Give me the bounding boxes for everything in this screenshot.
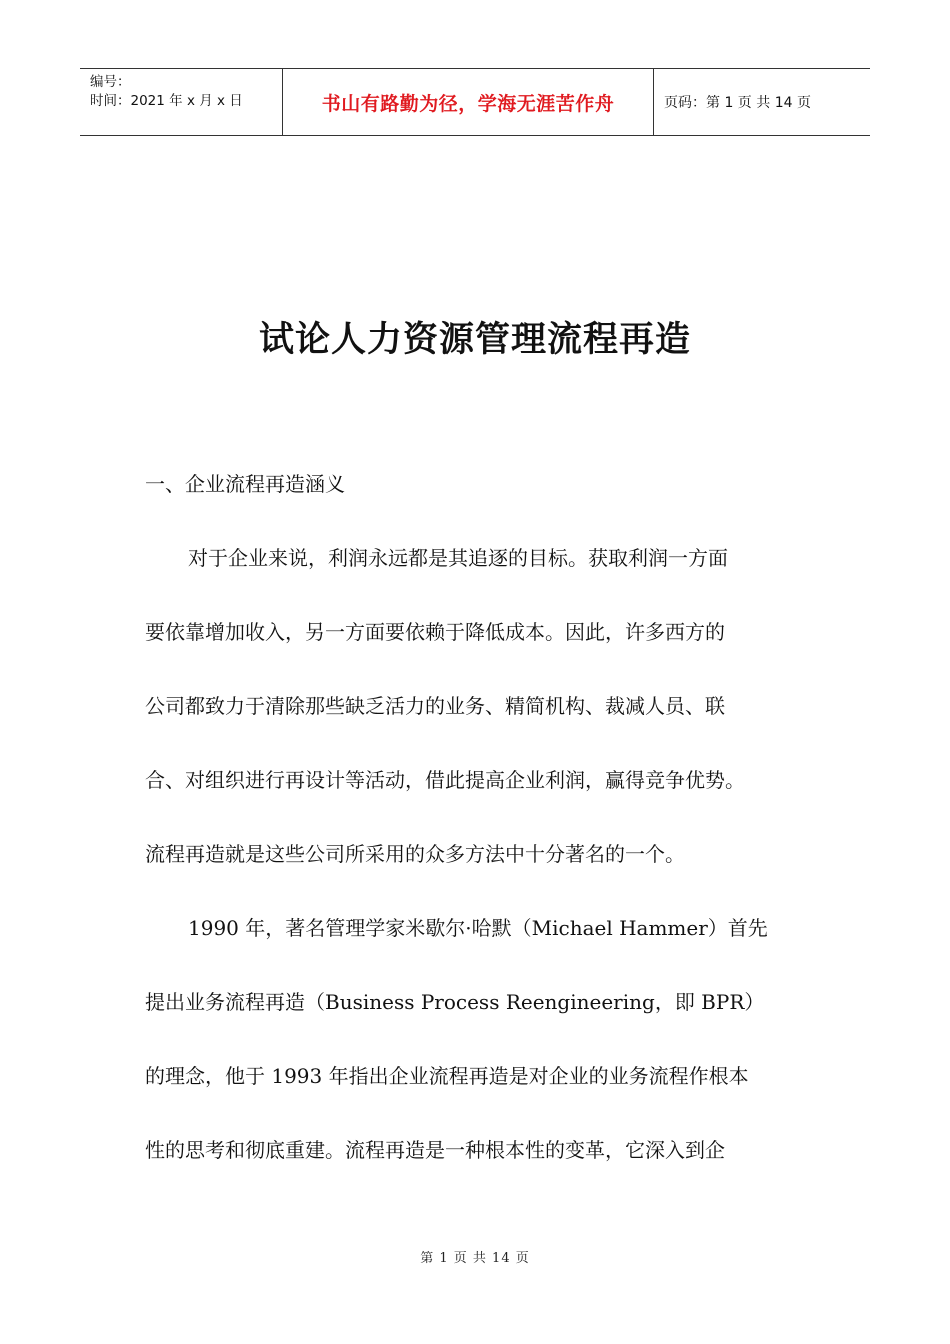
paragraph-line: 对于企业来说，利润永远都是其追逐的目标。获取利润一方面 [188,546,728,570]
header-motto: 书山有路勤为径，学海无涯苦作舟 [282,69,654,135]
paragraph-line: 1990 年，著名管理学家米歇尔·哈默（Michael Hammer）首先 [188,916,768,940]
page-footer: 第 1 页 共 14 页 [420,1251,530,1266]
date-label: 时间：2021 年 x 月 x 日 [90,93,243,109]
header-meta-cell [80,69,282,135]
paragraph-line: 公司都致力于清除那些缺乏活力的业务、精简机构、裁减人员、联 [145,694,725,718]
document-header [80,68,870,136]
paragraph-line: 要依靠增加收入，另一方面要依赖于降低成本。因此，许多西方的 [145,620,725,644]
document-title: 试论人力资源管理流程再造 [258,320,691,360]
header-page-info: 页码：第 1 页 共 14 页 [664,95,811,111]
paragraph-line: 的理念，他于 1993 年指出企业流程再造是对企业的业务流程作根本 [145,1064,749,1088]
section-heading: 一、企业流程再造涵义 [145,472,345,496]
paragraph-2 [145,910,815,1169]
paragraph-line: 性的思考和彻底重建。流程再造是一种根本性的变革，它深入到企 [145,1138,725,1162]
document-body [145,466,815,1206]
paragraph-1 [145,540,815,873]
paragraph-line: 合、对组织进行再设计等活动，借此提高企业利润，赢得竞争优势。 [145,768,745,792]
paragraph-line: 提出业务流程再造（Business Process Reengineering，即 BPR） [145,990,765,1014]
paragraph-line: 流程再造就是这些公司所采用的众多方法中十分著名的一个。 [145,842,685,866]
serial-number-label: 编号： [90,74,131,90]
